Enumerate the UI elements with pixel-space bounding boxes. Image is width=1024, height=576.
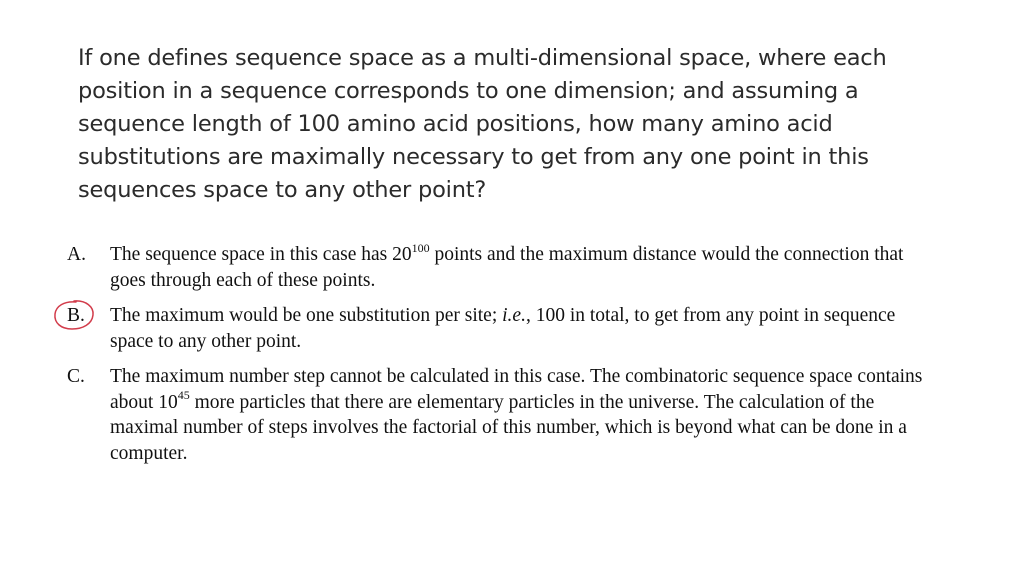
answer-c-text-continued: more particles that there are elementary particles in the universe. The calculation of the maximal number of steps involves the factorial of this number, which is beyond what can be done in a computer. (110, 391, 907, 464)
answer-c-exponent: 45 (177, 388, 190, 402)
answer-list (60, 242, 940, 476)
answer-option-b (60, 303, 940, 354)
answer-b-text: The maximum would be one substitution per site; (110, 305, 503, 326)
answer-a-exponent: 100 (411, 240, 430, 255)
answer-letter-c: C. (67, 366, 85, 387)
answer-letter-b: B. (67, 305, 85, 326)
answer-a-text: The sequence space in this case has 20 (110, 244, 412, 265)
answer-option-a (60, 242, 940, 293)
question-text: If one defines sequence space as a multi-dimensional space, where each position in a sequence corresponds to one dimension; and assuming a sequence length of 100 amino acid positions, how many amino acid substitutions are maximally necessary to get from any one point in this sequences space to any other point? (78, 45, 887, 203)
answer-b-italic: i.e. (502, 305, 526, 326)
answer-a-text-continued: points and the maximum distance would the connection that goes through each of these points. (110, 244, 904, 291)
answer-b-text-continued: , 100 in total, to get from any point in sequence space to any other point. (110, 305, 896, 352)
answer-letter-a: A. (67, 244, 86, 265)
answer-option-c (60, 364, 940, 466)
answer-c-text: The maximum number step cannot be calculated in this case. The combinatoric sequence space contains about 10 (110, 366, 923, 413)
